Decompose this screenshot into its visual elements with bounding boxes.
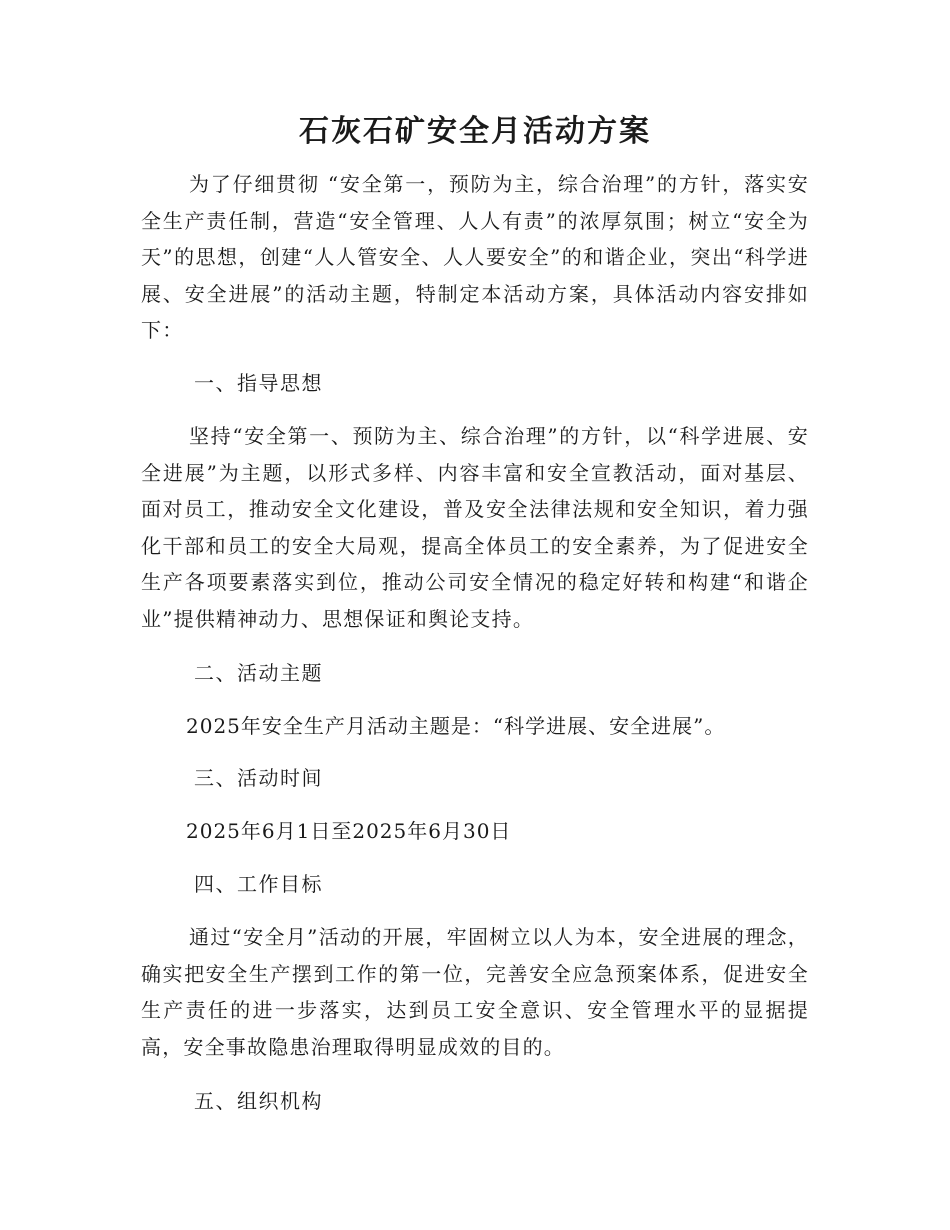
intro-paragraph: 为了仔细贯彻 “安全第一，预防为主，综合治理”的方针，落实安全生产责任制，营造“安全管理、人人有责”的浓厚氛围；树立“安全为天”的思想，创建“人人管安全、人人要安全”的和谐企业，突出“科学进展、安全进展”的活动主题，特制定本活动方案，具体活动内容安排如下： xyxy=(141,172,809,342)
section-body-time: 2025年6月1日至2025年6月30日 xyxy=(186,819,512,843)
section-heading-time: 三、活动时间 xyxy=(194,766,323,790)
section-body-goals: 通过“安全月”活动的开展，牢固树立以人为本，安全进展的理念，确实把安全生产摆到工作的第一位，完善安全应急预案体系，促进安全生产责任的进一步落实，达到员工安全意识、安全管理水平的显据提高，安全事故隐患治理取得明显成效的目的。 xyxy=(141,925,809,1059)
section-heading-guiding-idea: 一、指导思想 xyxy=(194,371,323,395)
section-body-theme: 2025年安全生产月活动主题是：“科学进展、安全进展”。 xyxy=(186,714,726,738)
section-body-guiding-idea: 坚持“安全第一、预防为主、综合治理”的方针，以“科学进展、安全进展”为主题，以形式多样、内容丰富和安全宣教活动，面对基层、面对员工，推动安全文化建设，普及安全法律法规和安全知识，着力强化干部和员工的安全大局观，提高全体员工的安全素养，为了促进安全生产各项要素落实到位，推动公司安全情况的稳定好转和构建“和谐企业”提供精神动力、思想保证和舆论支持。 xyxy=(141,424,809,631)
section-heading-goals: 四、工作目标 xyxy=(194,872,323,896)
document-title: 石灰石矿安全月活动方案 xyxy=(299,114,651,149)
section-heading-theme: 二、活动主题 xyxy=(194,661,323,685)
section-heading-organization: 五、组织机构 xyxy=(194,1089,323,1113)
